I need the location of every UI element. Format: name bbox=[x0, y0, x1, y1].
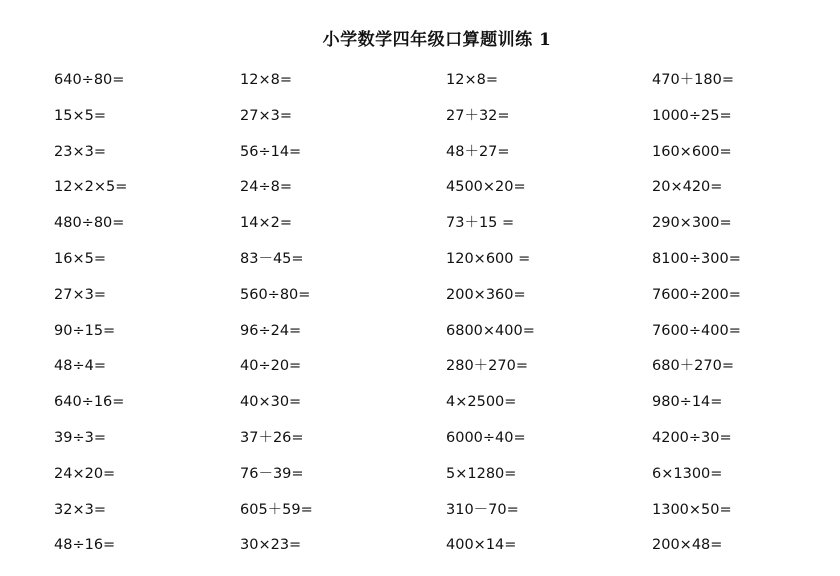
exercise-row bbox=[54, 247, 794, 283]
exercise-row bbox=[54, 283, 794, 319]
exercise-item: 4500×20= bbox=[446, 179, 526, 196]
exercise-row bbox=[54, 211, 794, 247]
exercise-item: 120×600 = bbox=[446, 250, 531, 267]
exercise-row bbox=[54, 354, 794, 390]
exercise-row bbox=[54, 104, 794, 140]
exercise-item: 4200÷30= bbox=[652, 429, 732, 446]
exercise-row bbox=[54, 533, 794, 569]
exercise-item: 12×8= bbox=[240, 72, 292, 88]
exercise-item: 7600÷200= bbox=[652, 286, 741, 303]
exercise-item: 1300×50= bbox=[652, 501, 732, 518]
exercise-item: 37＋26= bbox=[240, 429, 304, 446]
exercise-item: 76－39= bbox=[240, 465, 304, 482]
exercise-item: 24×20= bbox=[54, 465, 116, 482]
exercise-item: 640÷80= bbox=[54, 72, 125, 88]
exercise-item: 200×48= bbox=[652, 537, 723, 554]
exercise-item: 48÷4= bbox=[54, 358, 106, 375]
exercise-item: 30×23= bbox=[240, 537, 302, 554]
exercise-item: 14×2= bbox=[240, 215, 292, 232]
exercise-item: 27×3= bbox=[54, 286, 106, 303]
exercise-item: 6000÷40= bbox=[446, 429, 526, 446]
exercise-item: 560÷80= bbox=[240, 286, 311, 303]
exercise-item: 160×600= bbox=[652, 143, 732, 160]
exercise-row bbox=[54, 175, 794, 211]
exercise-item: 12×2×5= bbox=[54, 179, 128, 196]
exercise-item: 15×5= bbox=[54, 107, 106, 124]
exercise-row bbox=[54, 426, 794, 462]
exercise-item: 5×1280= bbox=[446, 465, 517, 482]
exercise-item: 680＋270= bbox=[652, 358, 735, 375]
exercise-grid bbox=[54, 68, 794, 569]
exercise-item: 20×420= bbox=[652, 179, 723, 196]
exercise-row bbox=[54, 140, 794, 176]
exercise-item: 48÷16= bbox=[54, 537, 116, 554]
exercise-item: 400×14= bbox=[446, 537, 517, 554]
exercise-item: 90÷15= bbox=[54, 322, 116, 339]
exercise-item: 640÷16= bbox=[54, 394, 125, 411]
exercise-item: 200×360= bbox=[446, 286, 526, 303]
exercise-item: 6800×400= bbox=[446, 322, 535, 339]
exercise-item: 40×30= bbox=[240, 394, 302, 411]
exercise-item: 27×3= bbox=[240, 107, 292, 124]
exercise-item: 470＋180= bbox=[652, 72, 735, 88]
exercise-item: 280＋270= bbox=[446, 358, 529, 375]
exercise-row bbox=[54, 462, 794, 498]
exercise-item: 605＋59= bbox=[240, 501, 313, 518]
exercise-row bbox=[54, 319, 794, 355]
exercise-item: 56÷14= bbox=[240, 143, 302, 160]
exercise-item: 96÷24= bbox=[240, 322, 302, 339]
exercise-item: 32×3= bbox=[54, 501, 106, 518]
exercise-item: 40÷20= bbox=[240, 358, 302, 375]
exercise-item: 310－70= bbox=[446, 501, 519, 518]
exercise-item: 83－45= bbox=[240, 250, 304, 267]
exercise-item: 480÷80= bbox=[54, 215, 125, 232]
exercise-row bbox=[54, 390, 794, 426]
worksheet-title: 小学数学四年级口算题训练 1 bbox=[322, 30, 552, 50]
exercise-item: 24÷8= bbox=[240, 179, 292, 196]
exercise-item: 980÷14= bbox=[652, 394, 723, 411]
exercise-item: 27＋32= bbox=[446, 107, 510, 124]
exercise-row bbox=[54, 68, 794, 104]
exercise-item: 8100÷300= bbox=[652, 250, 741, 267]
exercise-item: 73＋15 = bbox=[446, 215, 515, 232]
exercise-item: 7600÷400= bbox=[652, 322, 741, 339]
exercise-item: 4×2500= bbox=[446, 394, 517, 411]
exercise-item: 290×300= bbox=[652, 215, 732, 232]
exercise-item: 12×8= bbox=[446, 72, 498, 88]
exercise-item: 48＋27= bbox=[446, 143, 510, 160]
exercise-item: 39÷3= bbox=[54, 429, 106, 446]
exercise-item: 23×3= bbox=[54, 143, 106, 160]
exercise-item: 1000÷25= bbox=[652, 107, 732, 124]
exercise-item: 16×5= bbox=[54, 250, 106, 267]
exercise-item: 6×1300= bbox=[652, 465, 723, 482]
exercise-row bbox=[54, 498, 794, 534]
